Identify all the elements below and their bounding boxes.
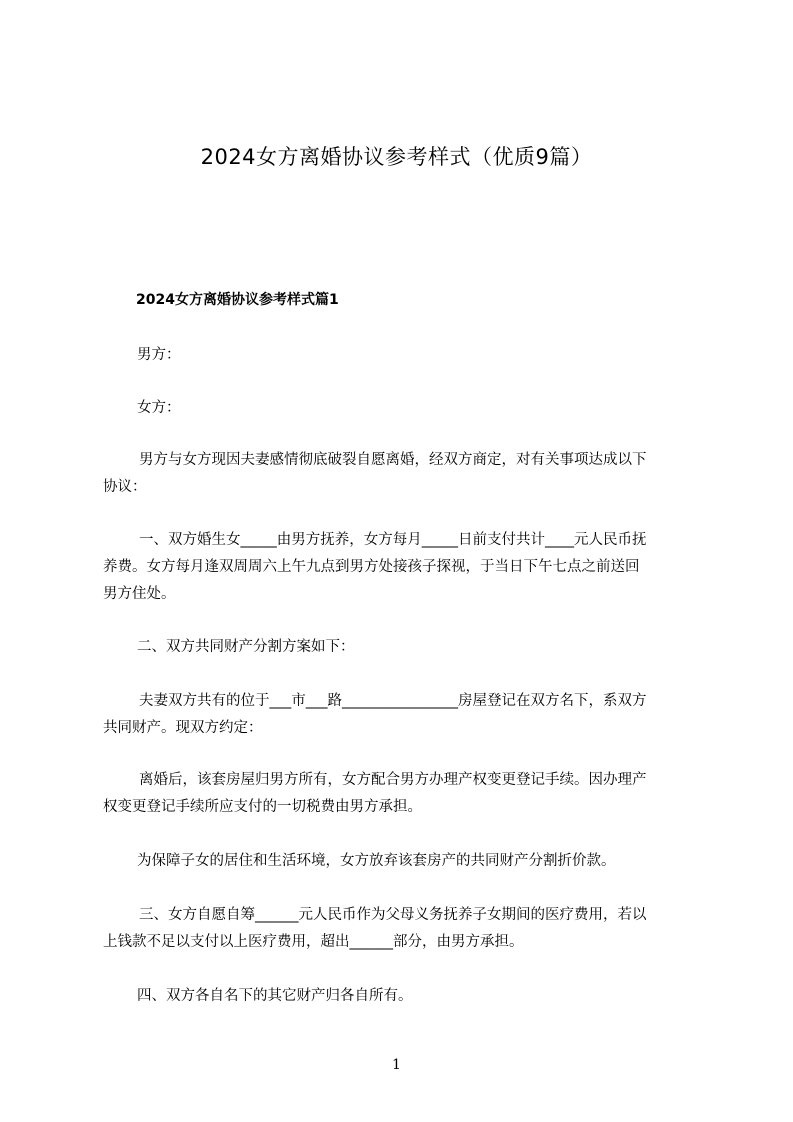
- paragraph-after-divorce: [103, 767, 703, 821]
- paragraph-line: 权变更登记手续所应支付的一切税费由男方承担。: [103, 799, 422, 815]
- paragraph-line: 男方与女方现因夫妻感情彻底破裂自愿离婚，经双方商定，对有关事项达成以下: [139, 452, 647, 468]
- paragraph-line: 女方：: [137, 400, 181, 416]
- paragraph-line: 协议：: [103, 479, 147, 495]
- paragraph-line: 为保障子女的居住和生活环境，女方放弃该套房产的共同财产分割折价款。: [137, 853, 616, 869]
- paragraph-line: 上钱款不足以支付以上医疗费用，超出______部分，由男方承担。: [103, 934, 524, 950]
- paragraph-property: [103, 688, 703, 742]
- paragraph-line: 夫妻双方共有的位于___市___路________________房屋登记在双方名下，系双方: [139, 693, 647, 709]
- paragraph-line: 一、双方婚生女_____由男方抚养，女方每月_____日前支付共计____元人民币抚: [139, 532, 647, 548]
- paragraph-clause-4: [103, 983, 703, 1010]
- paragraph-line: 四、双方各自名下的其它财产归各自所有。: [137, 988, 413, 1004]
- page-number: 1: [392, 1057, 401, 1073]
- paragraph-clause-3: [103, 902, 703, 956]
- paragraph-line: 二、双方共同财产分割方案如下：: [137, 639, 355, 655]
- paragraph-line: 离婚后，该套房屋归男方所有，女方配合男方办理产权变更登记手续。因办理产: [139, 772, 647, 788]
- paragraph-line: 三、女方自愿自筹______元人民币作为父母义务抚养子女期间的医疗费用，若以: [139, 907, 647, 923]
- section-heading: 2024女方离婚协议参考样式篇1: [136, 292, 339, 308]
- paragraph-clause-1: [103, 527, 703, 608]
- paragraph-line: 男方：: [137, 347, 181, 363]
- paragraph-line: 共同财产。现双方约定：: [103, 720, 263, 736]
- paragraph-woman: [103, 395, 703, 422]
- paragraph-man: [103, 342, 703, 369]
- paragraph-line: 养费。女方每月逢双周周六上午九点到男方处接孩子探视，于当日下午七点之前送回: [103, 559, 640, 575]
- paragraph-clause-2: [103, 634, 703, 661]
- document-title: 2024女方离婚协议参考样式（优质9篇）: [200, 145, 593, 169]
- paragraph-waiver: [103, 848, 703, 875]
- paragraph-intro: [103, 447, 703, 501]
- paragraph-line: 男方住处。: [103, 586, 176, 602]
